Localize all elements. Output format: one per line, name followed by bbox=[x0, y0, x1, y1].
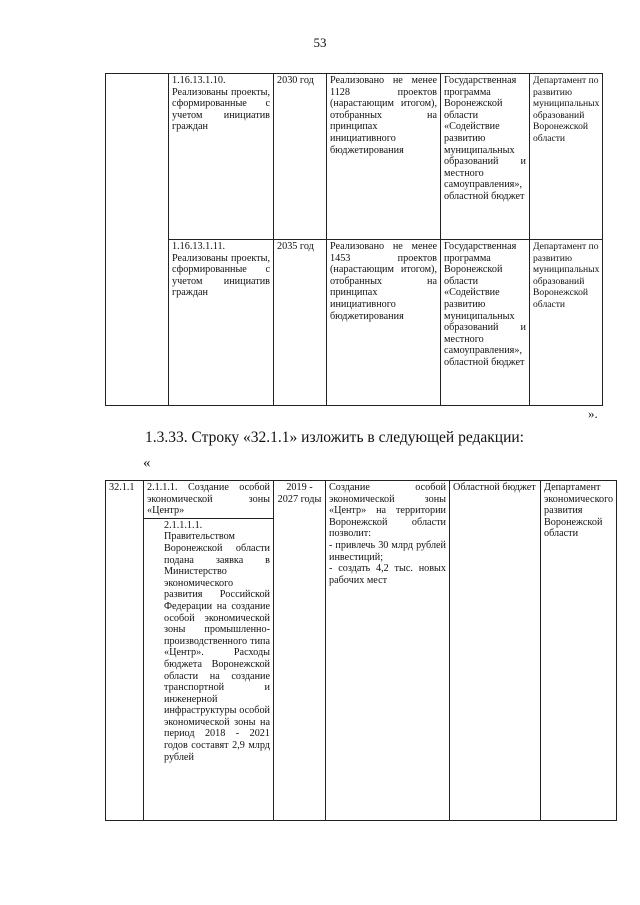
task-title: 2.1.1.1. Создание особой экономической зоны «Центр» bbox=[147, 482, 270, 517]
executor-cell: Департамент по развитию муниципальных образований Воронежской области bbox=[530, 74, 603, 240]
source-cell: Государственная программа Воронежской области «Содействие развитию муниципальных образований и местного самоуправления», областной бюджет bbox=[441, 74, 530, 240]
table-row bbox=[106, 240, 603, 406]
result-item: - создать 4,2 тыс. новых рабочих мест bbox=[329, 563, 446, 586]
row-code-cell: 32.1.1 bbox=[106, 481, 144, 821]
period-cell: 2019 - 2027 годы bbox=[274, 481, 326, 821]
table-program-events bbox=[105, 73, 603, 406]
subtask-text: 2.1.1.1.1. Правительством Воронежской области подана заявка в Министерство экономического развития Российской Федерации на создание особой экономической зоны промышленно-производственного типа «Центр». Расходы бюджета Воронежской области на создание транспортной и инженерной инфраструктуры особой экономической зоны на период 2018 - 2021 годов составят 2,9 млрд рублей bbox=[144, 518, 273, 763]
result-cell: Реализовано не менее 1453 проектов (нарастающим итогом), отобранных на принципах инициативного бюджетирования bbox=[327, 240, 441, 406]
result-cell bbox=[326, 481, 450, 821]
table-row bbox=[106, 481, 617, 821]
result-item: - привлечь 30 млрд рублей инвестиций; bbox=[329, 539, 446, 563]
year-cell: 2035 год bbox=[274, 240, 327, 406]
event-code-cell: 1.16.13.1.11. Реализованы проекты, сформированные с учетом инициатив граждан bbox=[169, 240, 274, 406]
year-cell: 2030 год bbox=[274, 74, 327, 240]
result-cell: Реализовано не менее 1128 проектов (нарастающим итогом), отобранных на принципах инициативного бюджетирования bbox=[327, 74, 441, 240]
amendment-paragraph: 1.3.33. Строку «32.1.1» изложить в следующей редакции: bbox=[145, 429, 524, 446]
task-cell bbox=[144, 481, 274, 821]
source-cell: Государственная программа Воронежской области «Содействие развитию муниципальных образований и местного самоуправления», областной бюджет bbox=[441, 240, 530, 406]
executor-cell: Департамент по развитию муниципальных образований Воронежской области bbox=[530, 240, 603, 406]
source-cell: Областной бюджет bbox=[450, 481, 541, 821]
table-row bbox=[106, 74, 603, 240]
page-number: 53 bbox=[313, 35, 327, 50]
closing-quote: ». bbox=[588, 406, 598, 421]
executor-cell: Департамент экономического развития Воронежской области bbox=[541, 481, 617, 821]
result-intro: Создание особой экономической зоны «Центр» на территории Воронежской области позволит: bbox=[329, 482, 446, 540]
event-code-cell: 1.16.13.1.10. Реализованы проекты, сформированные с учетом инициатив граждан bbox=[169, 74, 274, 240]
empty-cell bbox=[106, 74, 169, 406]
opening-quote: « bbox=[143, 455, 151, 471]
table-row-32-1-1 bbox=[105, 480, 617, 821]
